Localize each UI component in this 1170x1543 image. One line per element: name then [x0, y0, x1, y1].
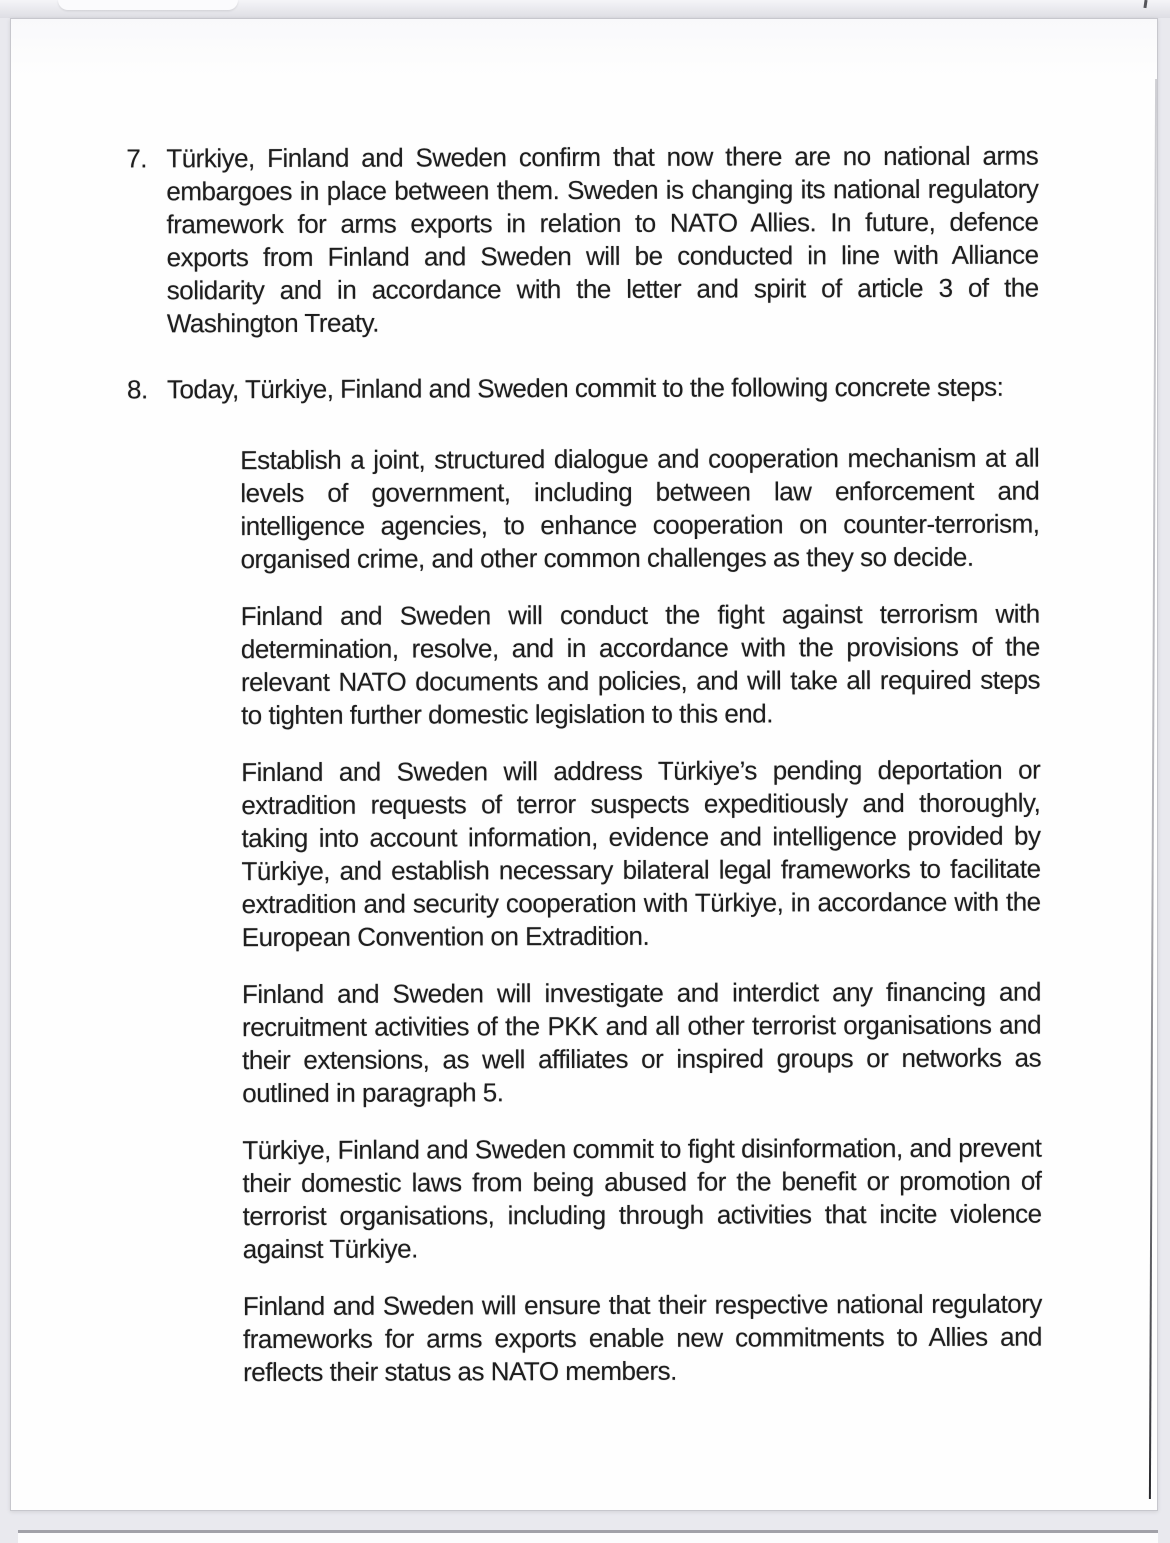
paragraph-7 [126, 140, 1039, 341]
bullet-item-3 [206, 754, 1041, 955]
bullet-6-text: Finland and Sweden will ensure that their respective national regulatory frameworks for arms exports enable new commitments to Allies and reflects their status as NATO members. [242, 1288, 1043, 1388]
bullet-item-2 [206, 598, 1040, 733]
paragraph-8-number: 8. [126, 374, 148, 405]
bullet-1-text: Establish a joint, structured dialogue and cooperation mechanism at all levels of government, including between law enforcement and intelligence agencies, to enhance cooperation on counter-terrorism, organised crime, and other common challenges as they so decide. [240, 442, 1040, 575]
bullet-item-1 [205, 442, 1039, 577]
bullet-icon [208, 1290, 243, 1389]
bullet-icon [206, 756, 242, 954]
paragraph-8 [127, 371, 1039, 407]
paragraph-8-text: Today, Türkiye, Finland and Sweden commit to the following concrete steps: [166, 371, 1004, 405]
bullet-icon [207, 1134, 242, 1266]
bullet-item-6 [208, 1288, 1042, 1390]
bullet-item-5 [207, 1132, 1041, 1267]
document-content [10, 18, 1158, 1390]
bullet-2-text: Finland and Sweden will conduct the fight against terrorism with determination, resolve, and in accordance with the provisions of the relevant NATO documents and policies, and will take all required steps to tighten further domestic legislation to this end. [240, 598, 1040, 731]
viewer-top-strip [0, 0, 1170, 18]
bullet-list [127, 442, 1042, 1390]
next-page-edge [18, 1530, 1158, 1543]
document-page [10, 18, 1158, 1511]
bullet-4-text: Finland and Sweden will investigate and interdict any financing and recruitment activities of the PKK and all other terrorist organisations and their extensions, as well affiliates or inspired groups or networks as outlined in paragraph 5. [241, 976, 1042, 1109]
bullet-item-4 [207, 976, 1041, 1111]
paragraph-7-text: Türkiye, Finland and Sweden confirm that now there are no national arms embargoes in place between them. Sweden is changing its national regulatory framework for arms exports in relation to NATO Allies. In future, defence exports from Finland and Sweden will be conducted in line with Alliance solidarity and in accordance with the letter and spirit of article 3 of the Washington Treaty. [166, 140, 1039, 339]
bullet-icon [206, 600, 241, 732]
bullet-5-text: Türkiye, Finland and Sweden commit to fight disinformation, and prevent their domestic laws from being abused for the benefit or promotion of terrorist organisations, including through activities that incite violence against Türkiye. [242, 1132, 1042, 1265]
bullet-icon [207, 978, 242, 1110]
previous-page-edge [58, 0, 238, 10]
scan-artifact-mark [1143, 0, 1147, 8]
bullet-3-text: Finland and Sweden will address Türkiye’s pending deportation or extradition requests of terror suspects expeditiously and thoroughly, taking into account information, evidence and intelligence provided by Türkiye, and establish necessary bilateral legal frameworks to facilitate extradition and security cooperation with Türkiye, in accordance with the European Convention on Extradition. [241, 754, 1041, 953]
paragraph-7-number: 7. [126, 143, 148, 174]
bullet-icon [205, 444, 240, 576]
